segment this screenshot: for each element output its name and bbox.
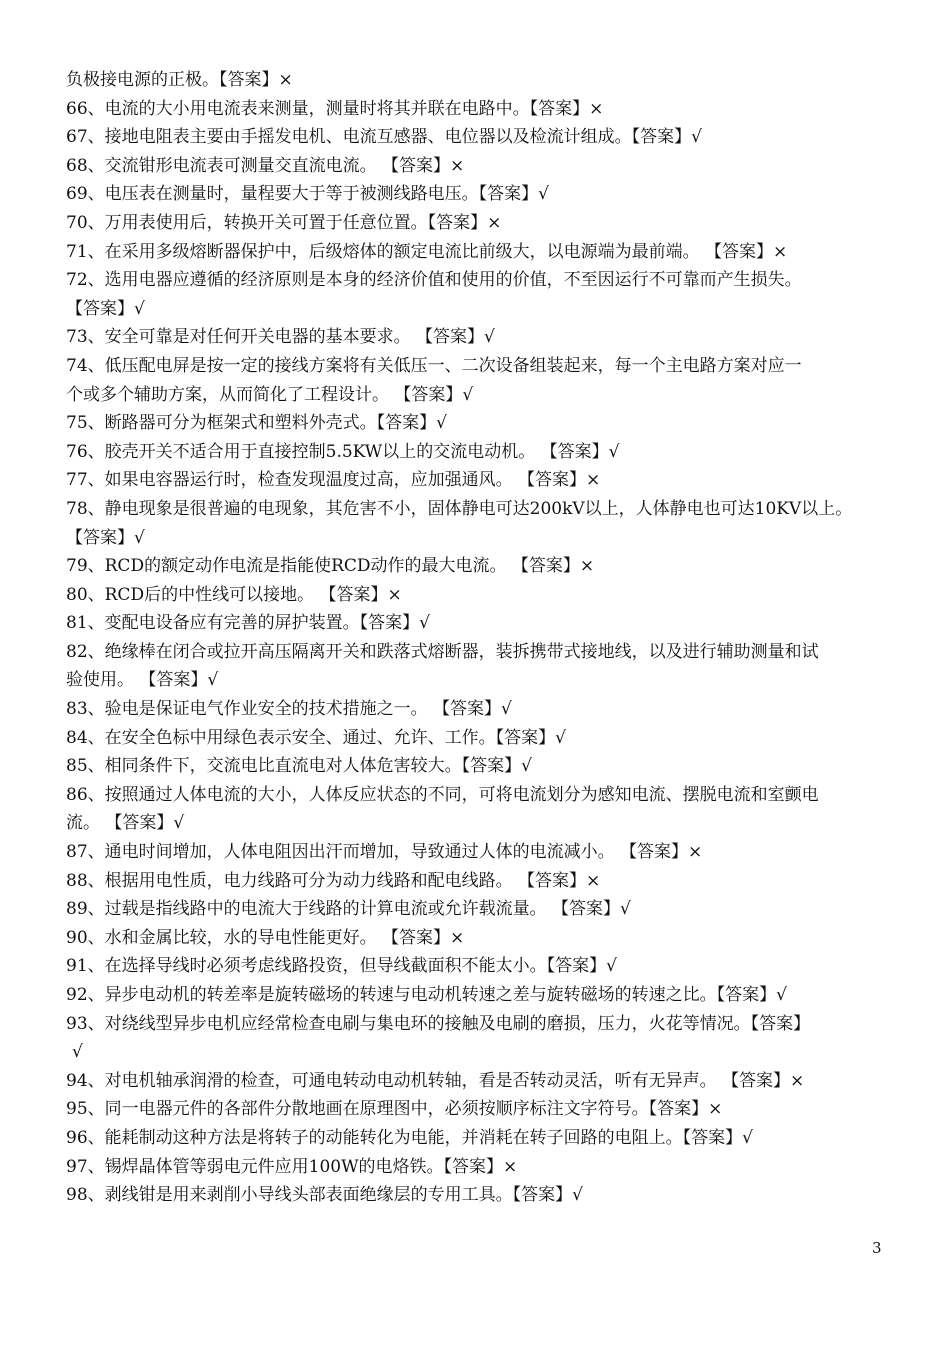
text-line: 87、通电时间增加，人体电阻因出汗而增加，导致通过人体的电流减小。 【答案】× bbox=[66, 842, 703, 863]
text-line: 69、电压表在测量时，量程要大于等于被测线路电压。【答案】√ bbox=[66, 184, 549, 205]
text-line: 93、对绕线型异步电机应经常检查电刷与集电环的接触及电刷的磨损，压力，火花等情况。【答案】 bbox=[66, 1013, 811, 1034]
text-line: 91、在选择导线时必须考虑线路投资，但导线截面积不能太小。【答案】√ bbox=[66, 956, 617, 977]
text-line: 80、RCD后的中性线可以接地。 【答案】× bbox=[66, 584, 402, 605]
question-list bbox=[66, 66, 888, 1210]
text-line: 67、接地电阻表主要由手摇发电机、电流互感器、电位器以及检流计组成。【答案】√ bbox=[66, 127, 702, 148]
text-line: 78、静电现象是很普遍的电现象，其危害不小，固体静电可达200kV以上，人体静电也可达10KV以上。 bbox=[66, 498, 853, 519]
text-line: 74、低压配电屏是按一定的接线方案将有关低压一、二次设备组装起来，每一个主电路方案对应一 bbox=[66, 355, 802, 376]
text-line: 76、胶壳开关不适合用于直接控制5.5KW以上的交流电动机。 【答案】√ bbox=[66, 441, 620, 462]
text-line: 79、RCD的额定动作电流是指能使RCD动作的最大电流。 【答案】× bbox=[66, 556, 595, 577]
text-line: 85、相同条件下，交流电比直流电对人体危害较大。【答案】√ bbox=[66, 756, 532, 777]
text-line: 77、如果电容器运行时，检查发现温度过高，应加强通风。 【答案】× bbox=[66, 470, 601, 491]
text-line: 71、在采用多级熔断器保护中，后级熔体的额定电流比前级大，以电源端为最前端。 【答案】× bbox=[66, 241, 788, 262]
text-line: 70、万用表使用后，转换开关可置于任意位置。【答案】× bbox=[66, 212, 502, 233]
text-line: 【答案】√ bbox=[66, 298, 145, 319]
text-line: 92、异步电动机的转差率是旋转磁场的转速与电动机转速之差与旋转磁场的转速之比。【答案】√ bbox=[66, 985, 787, 1005]
text-line: 流。 【答案】√ bbox=[66, 813, 185, 834]
text-line: 82、绝缘棒在闭合或拉开高压隔离开关和跌落式熔断器，装拆携带式接地线，以及进行辅助测量和试 bbox=[66, 641, 819, 662]
text-line: 83、验电是保证电气作业安全的技术措施之一。 【答案】√ bbox=[66, 699, 512, 720]
text-line: 88、根据用电性质，电力线路可分为动力线路和配电线路。 【答案】× bbox=[66, 870, 601, 891]
text-line: 【答案】√ bbox=[66, 527, 145, 548]
text-line: 90、水和金属比较，水的导电性能更好。 【答案】× bbox=[66, 927, 465, 948]
text-line: 84、在安全色标中用绿色表示安全、通过、允许、工作。【答案】√ bbox=[66, 727, 566, 748]
text-line: 66、电流的大小用电流表来测量，测量时将其并联在电路中。【答案】× bbox=[66, 98, 604, 119]
text-line: 97、锡焊晶体管等弱电元件应用100W的电烙铁。【答案】× bbox=[66, 1156, 518, 1177]
text-line: 89、过载是指线路中的电流大于线路的计算电流或允许载流量。 【答案】√ bbox=[66, 899, 631, 920]
text-line: 负极接电源的正极。【答案】× bbox=[66, 70, 293, 90]
text-line: 75、断路器可分为框架式和塑料外壳式。【答案】√ bbox=[66, 413, 447, 434]
text-line: 96、能耗制动这种方法是将转子的动能转化为电能，并消耗在转子回路的电阻上。【答案】√ bbox=[66, 1127, 753, 1148]
text-line: 验使用。 【答案】√ bbox=[66, 670, 219, 691]
text-line: 72、选用电器应遵循的经济原则是本身的经济价值和使用的价值，不至因运行不可靠而产生损失。 bbox=[66, 270, 802, 291]
text-line: 94、对电机轴承润滑的检查，可通电转动电动机转轴，看是否转动灵活，听有无异声。 【答案】× bbox=[66, 1070, 805, 1091]
page-number: 3 bbox=[872, 1239, 882, 1257]
text-line: 86、按照通过人体电流的大小，人体反应状态的不同，可将电流划分为感知电流、摆脱电流和室颤电 bbox=[66, 784, 819, 805]
text-line: 个或多个辅助方案，从而简化了工程设计。 【答案】√ bbox=[66, 384, 474, 405]
text-line: 81、变配电设备应有完善的屏护装置。【答案】√ bbox=[66, 613, 430, 634]
text-line: 95、同一电器元件的各部件分散地画在原理图中，必须按顺序标注文字符号。【答案】× bbox=[66, 1099, 723, 1120]
text-line: 73、安全可靠是对任何开关电器的基本要求。 【答案】√ bbox=[66, 327, 495, 348]
text-line: 98、剥线钳是用来剥削小导线头部表面绝缘层的专用工具。【答案】√ bbox=[66, 1185, 583, 1206]
text-line: 68、交流钳形电流表可测量交直流电流。 【答案】× bbox=[66, 155, 465, 176]
text-line: √ bbox=[72, 1042, 83, 1063]
